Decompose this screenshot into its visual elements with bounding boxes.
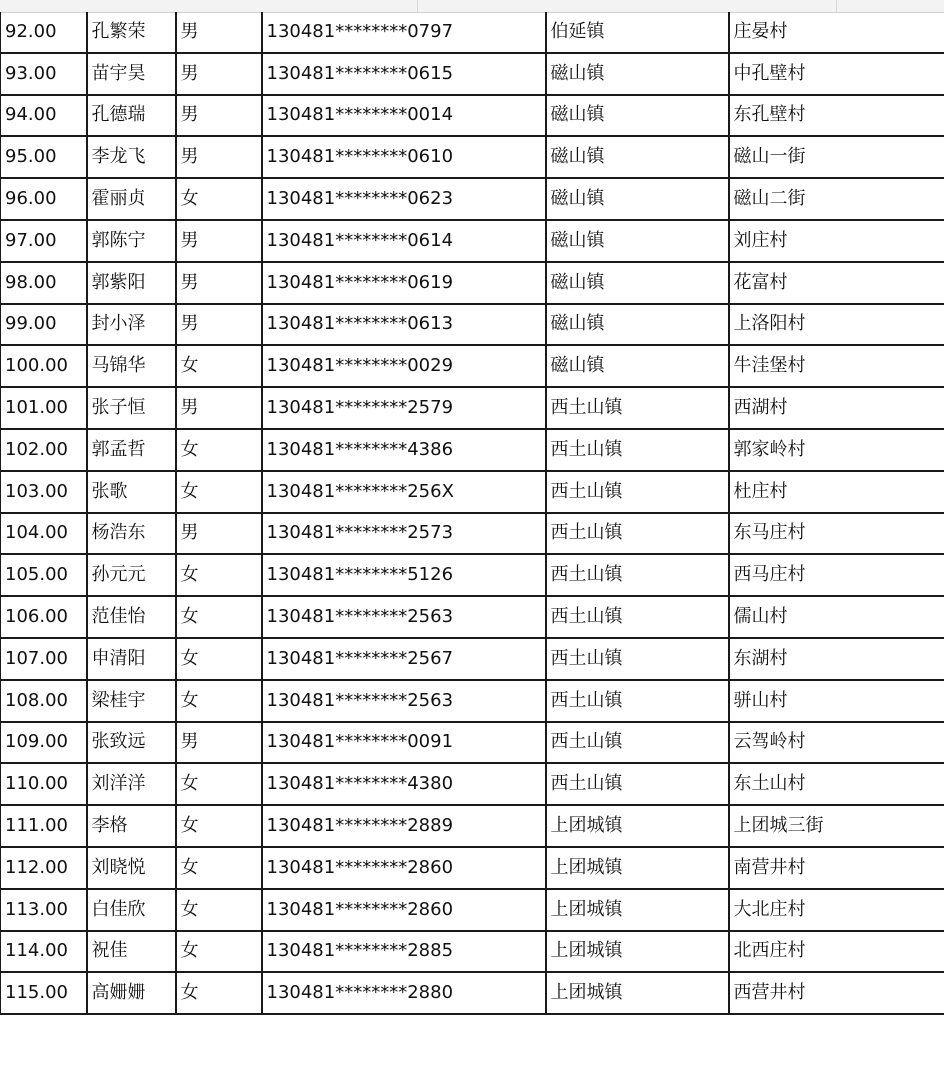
name-cell: 高姗姗 [87, 972, 176, 1014]
name-cell: 孔繁荣 [87, 12, 176, 53]
town-cell: 西土山镇 [546, 387, 729, 429]
village-cell: 南营井村 [729, 847, 944, 889]
table-row [1, 136, 944, 178]
table-row [1, 429, 944, 471]
town-cell: 西土山镇 [546, 680, 729, 722]
id-number-cell: 130481********0610 [262, 136, 546, 178]
village-cell: 东湖村 [729, 638, 944, 680]
gender-cell: 女 [176, 596, 262, 638]
gender-cell: 女 [176, 471, 262, 513]
village-cell: 儒山村 [729, 596, 944, 638]
village-cell: 大北庄村 [729, 889, 944, 931]
row-number-cell: 112.00 [1, 847, 87, 889]
town-cell: 西土山镇 [546, 722, 729, 764]
id-number-cell: 130481********2563 [262, 596, 546, 638]
gender-cell: 女 [176, 931, 262, 973]
roster-table [0, 12, 944, 1015]
village-cell: 云驾岭村 [729, 722, 944, 764]
gender-cell: 女 [176, 554, 262, 596]
id-number-cell: 130481********0615 [262, 53, 546, 95]
gender-cell: 男 [176, 136, 262, 178]
town-cell: 西土山镇 [546, 596, 729, 638]
table-row [1, 262, 944, 304]
name-cell: 张子恒 [87, 387, 176, 429]
name-cell: 张致远 [87, 722, 176, 764]
name-cell: 霍丽贞 [87, 178, 176, 220]
name-cell: 郭陈宁 [87, 220, 176, 262]
name-cell: 杨浩东 [87, 513, 176, 555]
name-cell: 申清阳 [87, 638, 176, 680]
row-number-cell: 93.00 [1, 53, 87, 95]
gender-cell: 男 [176, 387, 262, 429]
town-cell: 磁山镇 [546, 53, 729, 95]
id-number-cell: 130481********2860 [262, 889, 546, 931]
id-number-cell: 130481********0797 [262, 12, 546, 53]
town-cell: 西土山镇 [546, 513, 729, 555]
town-cell: 西土山镇 [546, 554, 729, 596]
row-number-cell: 114.00 [1, 931, 87, 973]
id-number-cell: 130481********2573 [262, 513, 546, 555]
name-cell: 刘晓悦 [87, 847, 176, 889]
table-row [1, 722, 944, 764]
town-cell: 磁山镇 [546, 220, 729, 262]
name-cell: 马锦华 [87, 345, 176, 387]
town-cell: 上团城镇 [546, 889, 729, 931]
table-row [1, 805, 944, 847]
name-cell: 祝佳 [87, 931, 176, 973]
row-number-cell: 101.00 [1, 387, 87, 429]
gender-cell: 女 [176, 805, 262, 847]
village-cell: 东马庄村 [729, 513, 944, 555]
id-number-cell: 130481********0014 [262, 95, 546, 137]
town-cell: 磁山镇 [546, 136, 729, 178]
town-cell: 磁山镇 [546, 304, 729, 346]
id-number-cell: 130481********0623 [262, 178, 546, 220]
table-row [1, 304, 944, 346]
row-number-cell: 110.00 [1, 763, 87, 805]
id-number-cell: 130481********0029 [262, 345, 546, 387]
table-row [1, 12, 944, 53]
gender-cell: 女 [176, 763, 262, 805]
town-cell: 磁山镇 [546, 345, 729, 387]
table-row [1, 972, 944, 1014]
row-number-cell: 98.00 [1, 262, 87, 304]
name-cell: 刘洋洋 [87, 763, 176, 805]
village-cell: 磁山二街 [729, 178, 944, 220]
roster-body [1, 12, 944, 1014]
village-cell: 东土山村 [729, 763, 944, 805]
table-row [1, 513, 944, 555]
gender-cell: 男 [176, 262, 262, 304]
row-number-cell: 107.00 [1, 638, 87, 680]
village-cell: 郭家岭村 [729, 429, 944, 471]
town-cell: 上团城镇 [546, 805, 729, 847]
id-number-cell: 130481********5126 [262, 554, 546, 596]
table-row [1, 345, 944, 387]
village-cell: 牛洼堡村 [729, 345, 944, 387]
row-number-cell: 102.00 [1, 429, 87, 471]
row-number-cell: 109.00 [1, 722, 87, 764]
village-cell: 磁山一街 [729, 136, 944, 178]
gender-cell: 男 [176, 304, 262, 346]
id-number-cell: 130481********2563 [262, 680, 546, 722]
village-cell: 杜庄村 [729, 471, 944, 513]
town-cell: 上团城镇 [546, 972, 729, 1014]
name-cell: 孙元元 [87, 554, 176, 596]
row-number-cell: 96.00 [1, 178, 87, 220]
town-cell: 上团城镇 [546, 931, 729, 973]
row-number-cell: 99.00 [1, 304, 87, 346]
table-row [1, 847, 944, 889]
name-cell: 李格 [87, 805, 176, 847]
village-cell: 北西庄村 [729, 931, 944, 973]
id-number-cell: 130481********0613 [262, 304, 546, 346]
row-number-cell: 104.00 [1, 513, 87, 555]
table-row [1, 596, 944, 638]
village-cell: 西湖村 [729, 387, 944, 429]
table-row [1, 53, 944, 95]
name-cell: 李龙飞 [87, 136, 176, 178]
gender-cell: 男 [176, 12, 262, 53]
id-number-cell: 130481********2860 [262, 847, 546, 889]
village-cell: 西营井村 [729, 972, 944, 1014]
table-row [1, 178, 944, 220]
gender-cell: 男 [176, 513, 262, 555]
gender-cell: 男 [176, 722, 262, 764]
id-number-cell: 130481********0091 [262, 722, 546, 764]
id-number-cell: 130481********4380 [262, 763, 546, 805]
name-cell: 白佳欣 [87, 889, 176, 931]
village-cell: 上洛阳村 [729, 304, 944, 346]
id-number-cell: 130481********256X [262, 471, 546, 513]
village-cell: 中孔壁村 [729, 53, 944, 95]
gender-cell: 男 [176, 95, 262, 137]
gender-cell: 女 [176, 847, 262, 889]
id-number-cell: 130481********2579 [262, 387, 546, 429]
village-cell: 刘庄村 [729, 220, 944, 262]
name-cell: 郭孟哲 [87, 429, 176, 471]
row-number-cell: 97.00 [1, 220, 87, 262]
row-number-cell: 94.00 [1, 95, 87, 137]
table-row [1, 471, 944, 513]
village-cell: 东孔壁村 [729, 95, 944, 137]
name-cell: 苗宇昊 [87, 53, 176, 95]
gender-cell: 男 [176, 53, 262, 95]
town-cell: 磁山镇 [546, 178, 729, 220]
id-number-cell: 130481********2880 [262, 972, 546, 1014]
village-cell: 花富村 [729, 262, 944, 304]
table-row [1, 638, 944, 680]
gender-cell: 女 [176, 680, 262, 722]
row-number-cell: 106.00 [1, 596, 87, 638]
table-row [1, 763, 944, 805]
id-number-cell: 130481********0619 [262, 262, 546, 304]
table-row [1, 554, 944, 596]
table-row [1, 889, 944, 931]
gender-cell: 女 [176, 429, 262, 471]
row-number-cell: 100.00 [1, 345, 87, 387]
id-number-cell: 130481********0614 [262, 220, 546, 262]
row-number-cell: 115.00 [1, 972, 87, 1014]
town-cell: 西土山镇 [546, 763, 729, 805]
village-cell: 骈山村 [729, 680, 944, 722]
village-cell: 西马庄村 [729, 554, 944, 596]
bottom-edge [0, 1063, 944, 1071]
gender-cell: 女 [176, 972, 262, 1014]
id-number-cell: 130481********2889 [262, 805, 546, 847]
village-cell: 上团城三街 [729, 805, 944, 847]
name-cell: 张歌 [87, 471, 176, 513]
table-row [1, 680, 944, 722]
town-cell: 西土山镇 [546, 471, 729, 513]
table-row [1, 95, 944, 137]
town-cell: 磁山镇 [546, 262, 729, 304]
name-cell: 封小泽 [87, 304, 176, 346]
name-cell: 孔德瑞 [87, 95, 176, 137]
gender-cell: 女 [176, 638, 262, 680]
town-cell: 西土山镇 [546, 429, 729, 471]
gender-cell: 女 [176, 345, 262, 387]
name-cell: 梁桂宇 [87, 680, 176, 722]
village-cell: 庄晏村 [729, 12, 944, 53]
row-number-cell: 105.00 [1, 554, 87, 596]
gender-cell: 女 [176, 178, 262, 220]
table-row [1, 931, 944, 973]
town-cell: 上团城镇 [546, 847, 729, 889]
gender-cell: 女 [176, 889, 262, 931]
gender-cell: 男 [176, 220, 262, 262]
row-number-cell: 103.00 [1, 471, 87, 513]
row-number-cell: 95.00 [1, 136, 87, 178]
id-number-cell: 130481********2885 [262, 931, 546, 973]
row-number-cell: 92.00 [1, 12, 87, 53]
table-row [1, 387, 944, 429]
town-cell: 西土山镇 [546, 638, 729, 680]
town-cell: 磁山镇 [546, 95, 729, 137]
town-cell: 伯延镇 [546, 12, 729, 53]
id-number-cell: 130481********4386 [262, 429, 546, 471]
name-cell: 范佳怡 [87, 596, 176, 638]
row-number-cell: 113.00 [1, 889, 87, 931]
id-number-cell: 130481********2567 [262, 638, 546, 680]
name-cell: 郭紫阳 [87, 262, 176, 304]
row-number-cell: 108.00 [1, 680, 87, 722]
table-row [1, 220, 944, 262]
row-number-cell: 111.00 [1, 805, 87, 847]
